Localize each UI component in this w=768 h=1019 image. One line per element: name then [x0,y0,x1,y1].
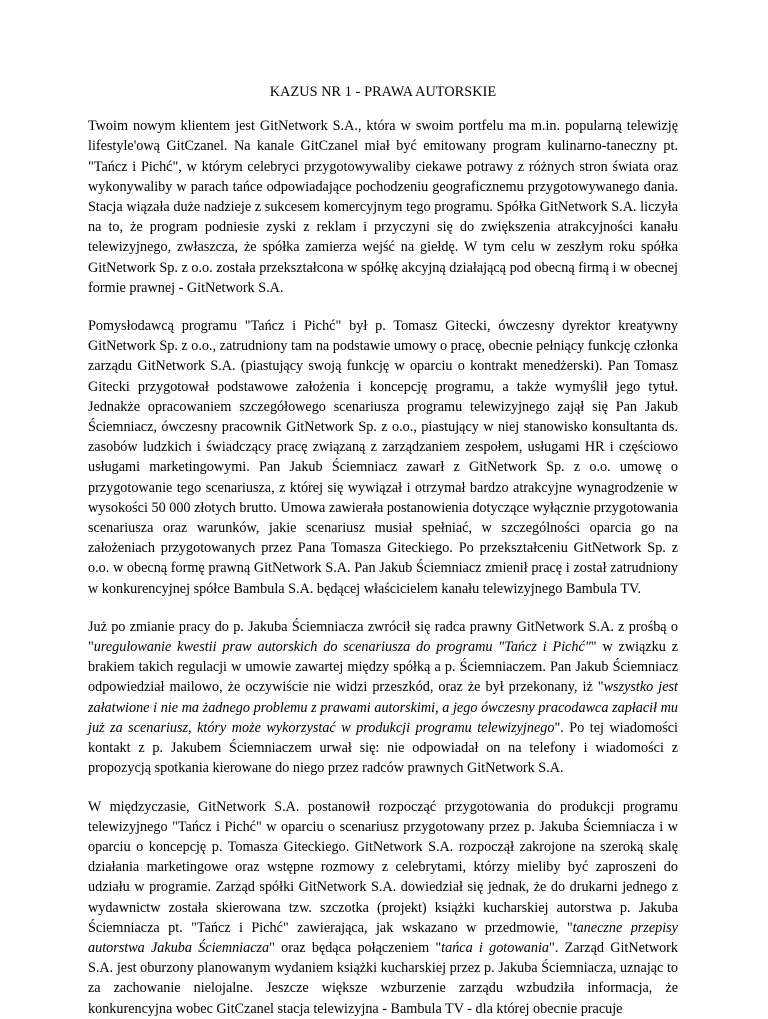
paragraph-3-quote-2: wszystko jest załatwione i nie ma żadnego problemu z prawami autorskimi, a jego ówczesny pracodawca zapłacił mu już za scenariusz, który może wykorzystać w produkcji programu telewizyjnego [88,679,678,736]
paragraph-2 [88,316,678,599]
paragraph-4-text-a: W międzyczasie, GitNetwork S.A. postanowił rozpocząć przygotowania do produkcji programu telewizyjnego "Tańcz i Pichć" w oparciu o scenariusz przygotowany przez p. Jakuba Ściemniacza i w oparciu o koncepcję p. Tomasza Giteckiego. GitNetwork S.A. rozpoczął zakrojone na szeroką skalę działania marketingowe oraz wstępne rozmowy z celebrytami, którzy mieliby być zaproszeni do udziału w programie. Zarząd spółki GitNetwork S.A. dowiedział się jednak, że do drukarni jednego z wydawnictw została skierowana tzw. szczotka (projekt) książki kucharskiej autorstwa p. Jakuba Ściemniacza pt. "Tańcz i Pichć" zawierająca, jak wskazano w przedmowie, " [88,798,678,936]
paragraph-4 [88,797,678,1019]
paragraph-3-text-a: Już po zmianie pracy do p. Jakuba Ściemniacza zwrócił się radca prawny GitNetwork S.A. z prośbą o " [88,618,678,656]
paragraph-4-quote-2: tańca i gotowania [441,939,550,956]
paragraph-1 [88,116,678,298]
paragraph-4-quote-1: taneczne przepisy autorstwa Jakuba Ściemniacza [88,919,678,956]
paragraph-3-quote-1: uregulowanie kwestii praw autorskich do scenariusza do programu "Tańcz i Pichć" [93,639,591,656]
paragraph-1-text: Twoim nowym klientem jest GitNetwork S.A., która w swoim portfelu ma m.in. popularną telewizję lifestyle'ową GitCzanel. Na kanale GitCzanel miał być emitowany program kulinarno-taneczny pt. "Tańcz i Pichć", w którym celebryci przygotowywaliby ciekawe potrawy z różnych stron świata oraz wykonywaliby w parach tańce odpowiadające pochodzeniu geograficznemu przygotowywanego dania. Stacja wiązała duże nadzieje z sukcesem komercyjnym tego programu. Spółka GitNetwork S.A. liczyła na to, że program podniesie zyski z reklam i przyczyni się do zwiększenia atrakcyjności kanału telewizyjnego, zwłaszcza, że spółka zamierza wejść na giełdę. W tym celu w zeszłym roku spółka GitNetwork Sp. z o.o. została przekształcona w spółkę akcyjną działającą pod obecną firmą i w obecnej formie prawnej - GitNetwork S.A. [88,118,678,296]
paragraph-4-text-c: " oraz będąca połączeniem " [269,939,442,956]
paragraph-3 [88,617,678,779]
paragraph-4-text-e: ". Zarząd GitNetwork S.A. jest oburzony planowanym wydaniem książki kucharskiej przez p. Jakuba Ściemniacza, uznając to za zachowanie nielojalne. Jeszcze większe wzburzenie zarządu wzbudziła informacja, że konkurencyjna wobec GitCzanel stacja telewizyjna - Bambula TV - dla której obecnie pracuje [88,939,678,1017]
document-title: KAZUS NR 1 - PRAWA AUTORSKIE [269,84,497,100]
paragraph-3-text-e: ". Po tej wiadomości kontakt z p. Jakubem Ściemniaczem urwał się: nie odpowiadał on na telefony i wiadomości z propozycją spotkania kierowane do niego przez radców prawnych GitNetwork S.A. [88,719,678,777]
paragraph-3-text-c: " w związku z brakiem takich regulacji w umowie zawartej między spółką a p. Ściemniaczem. Pan Jakub Ściemniacz odpowiedział mailowo, że oczywiście nie widzi przeszkód, oraz że był przekonany, iż " [88,639,678,696]
paragraph-2-text: Pomysłodawcą programu "Tańcz i Pichć" był p. Tomasz Gitecki, ówczesny dyrektor kreatywny GitNetwork Sp. z o.o., zatrudniony tam na podstawie umowy o pracę, obecnie pełniący funkcję członka zarządu GitNetwork S.A. (piastujący swoją funkcję w oparciu o kontrakt menedżerski). Pan Tomasz Gitecki przygotował podstawowe założenia i koncepcję programu, a także wymyślił jego tytuł. Jednakże opracowaniem szczegółowego scenariusza programu telewizyjnego zajął się Pan Jakub Ściemniacz, ówczesny pracownik GitNetwork Sp. z o.o., piastujący w niej stanowisko konsultanta ds. zasobów ludzkich i świadczący pracę związaną z zarządzaniem zespołem, usługami HR i częściowo usługami marketingowymi. Pan Jakub Ściemniacz zawarł z GitNetwork Sp. z o.o. umowę o przygotowanie tego scenariusza, z której się wywiązał i otrzymał bardzo atrakcyjne wynagrodzenie w wysokości 50 000 złotych brutto. Umowa zawierała postanowienia dotyczące wyłącznie przygotowania scenariusza oraz warunków, jakie scenariusz musiał spełniać, w szczególności oparcia go na założeniach przygotowanych przez Pana Tomasza Giteckiego. Po przekształceniu GitNetwork Sp. z o.o. w obecną formę prawną GitNetwork S.A. Pan Jakub Ściemniacz zmienił pracę i został zatrudniony w konkurencyjnej spółce Bambula S.A. będącej właścicielem kanału telewizyjnego Bambula TV. [88,318,678,597]
